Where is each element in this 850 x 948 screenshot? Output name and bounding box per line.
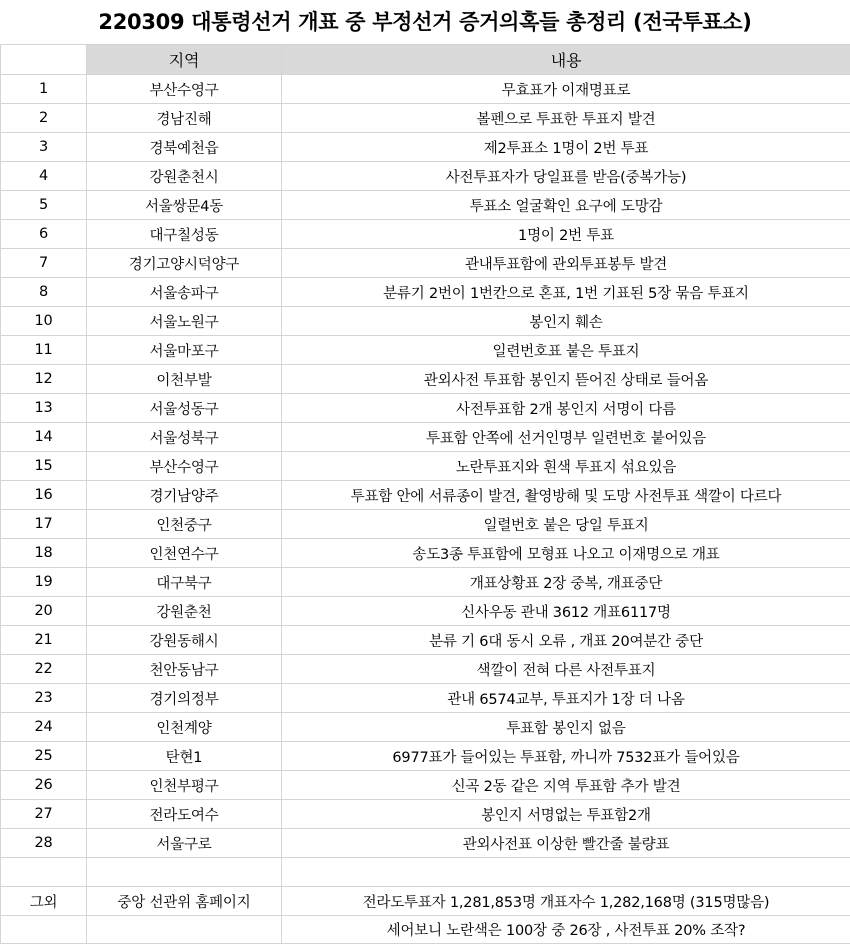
table-row — [1, 742, 850, 771]
table-row — [1, 133, 850, 162]
extra-row — [1, 887, 850, 916]
row-content: 1명이 2번 투표 — [282, 220, 850, 249]
row-region: 부산수영구 — [87, 452, 282, 481]
row-region: 경기고양시덕양구 — [87, 249, 282, 278]
table-row — [1, 220, 850, 249]
row-content: 관외사전표 이상한 빨간줄 불량표 — [282, 829, 850, 858]
row-content: 제2투표소 1명이 2번 투표 — [282, 133, 850, 162]
row-region: 인천연수구 — [87, 539, 282, 568]
row-number: 22 — [1, 655, 87, 684]
table-row — [1, 104, 850, 133]
row-number: 14 — [1, 423, 87, 452]
row-region: 서울송파구 — [87, 278, 282, 307]
table-row — [1, 771, 850, 800]
row-number: 23 — [1, 684, 87, 713]
row-region: 서울노원구 — [87, 307, 282, 336]
table-row — [1, 307, 850, 336]
row-content: 분류 기 6대 동시 오류 , 개표 20여분간 중단 — [282, 626, 850, 655]
row-number: 6 — [1, 220, 87, 249]
row-content: 투표함 안쪽에 선거인명부 일련번호 붙어있음 — [282, 423, 850, 452]
table-row — [1, 394, 850, 423]
row-number: 19 — [1, 568, 87, 597]
header-blank-cell — [1, 45, 87, 75]
row-content: 사전투표함 2개 봉인지 서명이 다름 — [282, 394, 850, 423]
row-region: 강원춘천 — [87, 597, 282, 626]
row-number: 8 — [1, 278, 87, 307]
extra-line2: 세어보니 노란색은 100장 중 26장 , 사전투표 20% 조작? — [282, 916, 850, 944]
row-number: 17 — [1, 510, 87, 539]
row-number: 20 — [1, 597, 87, 626]
table-row — [1, 510, 850, 539]
spacer-cell — [87, 858, 282, 887]
table-row — [1, 481, 850, 510]
row-number: 18 — [1, 539, 87, 568]
table-row — [1, 191, 850, 220]
row-content: 분류기 2번이 1번칸으로 혼표, 1번 기표된 5장 묶음 투표지 — [282, 278, 850, 307]
row-region: 천안동남구 — [87, 655, 282, 684]
row-number: 13 — [1, 394, 87, 423]
extra-label: 그외 — [1, 887, 87, 916]
table-row — [1, 713, 850, 742]
row-region: 이천부발 — [87, 365, 282, 394]
table-row — [1, 452, 850, 481]
row-region: 경기남양주 — [87, 481, 282, 510]
row-region: 강원춘천시 — [87, 162, 282, 191]
row-region: 대구북구 — [87, 568, 282, 597]
extra-region: 중앙 선관위 홈페이지 — [87, 887, 282, 916]
row-content: 봉인지 서명없는 투표함2개 — [282, 800, 850, 829]
table-row — [1, 162, 850, 191]
row-number: 21 — [1, 626, 87, 655]
spacer-row — [1, 858, 850, 887]
table-row — [1, 249, 850, 278]
row-region: 서울마포구 — [87, 336, 282, 365]
table-row — [1, 423, 850, 452]
table-row — [1, 365, 850, 394]
row-number: 5 — [1, 191, 87, 220]
extra-row-2 — [1, 916, 850, 944]
row-content: 관내 6574교부, 투표지가 1장 더 나옴 — [282, 684, 850, 713]
table-row — [1, 684, 850, 713]
spacer-cell — [282, 858, 850, 887]
page-title: 220309 대통령선거 개표 중 부정선거 증거의혹들 총정리 (전국투표소) — [98, 10, 752, 34]
row-region: 서울쌍문4동 — [87, 191, 282, 220]
table-row — [1, 278, 850, 307]
row-region: 전라도여수 — [87, 800, 282, 829]
row-content: 개표상황표 2장 중복, 개표중단 — [282, 568, 850, 597]
row-content: 관외사전 투표함 봉인지 뜯어진 상태로 들어옴 — [282, 365, 850, 394]
row-region: 서울성동구 — [87, 394, 282, 423]
row-content: 투표함 안에 서류종이 발견, 촬영방해 및 도망 사전투표 색깔이 다르다 — [282, 481, 850, 510]
row-number: 1 — [1, 75, 87, 104]
table-row — [1, 75, 850, 104]
table-row — [1, 626, 850, 655]
table-row — [1, 655, 850, 684]
row-content: 봉인지 훼손 — [282, 307, 850, 336]
row-number: 28 — [1, 829, 87, 858]
row-number: 24 — [1, 713, 87, 742]
spacer-cell — [1, 858, 87, 887]
table-row — [1, 800, 850, 829]
table-row — [1, 336, 850, 365]
header-content: 내용 — [282, 45, 850, 75]
extra2-blank — [87, 916, 282, 944]
row-content: 투표함 봉인지 없음 — [282, 713, 850, 742]
row-number: 7 — [1, 249, 87, 278]
row-content: 신곡 2동 같은 지역 투표함 추가 발견 — [282, 771, 850, 800]
row-region: 경남진해 — [87, 104, 282, 133]
extra-line1: 전라도투표자 1,281,853명 개표자수 1,282,168명 (315명많음) — [282, 887, 850, 916]
evidence-table — [0, 44, 850, 944]
row-content: 신사우동 관내 3612 개표6117명 — [282, 597, 850, 626]
row-number: 15 — [1, 452, 87, 481]
row-content: 일련번호표 붙은 투표지 — [282, 336, 850, 365]
row-region: 인천중구 — [87, 510, 282, 539]
row-region: 경기의정부 — [87, 684, 282, 713]
table-row — [1, 539, 850, 568]
row-region: 부산수영구 — [87, 75, 282, 104]
table-row — [1, 568, 850, 597]
row-content: 투표소 얼굴확인 요구에 도망감 — [282, 191, 850, 220]
row-number: 3 — [1, 133, 87, 162]
row-region: 강원동해시 — [87, 626, 282, 655]
row-content: 관내투표함에 관외투표봉투 발견 — [282, 249, 850, 278]
row-number: 25 — [1, 742, 87, 771]
table-row — [1, 597, 850, 626]
row-region: 서울성북구 — [87, 423, 282, 452]
row-number: 26 — [1, 771, 87, 800]
header-region: 지역 — [87, 45, 282, 75]
row-region: 인천계양 — [87, 713, 282, 742]
row-region: 대구칠성동 — [87, 220, 282, 249]
row-content: 색깔이 전혀 다른 사전투표지 — [282, 655, 850, 684]
row-content: 노란투표지와 흰색 투표지 섞요있음 — [282, 452, 850, 481]
row-content: 일렬번호 붙은 당일 투표지 — [282, 510, 850, 539]
row-region: 인천부평구 — [87, 771, 282, 800]
row-content: 볼펜으로 투표한 투표지 발견 — [282, 104, 850, 133]
row-number: 11 — [1, 336, 87, 365]
row-number: 16 — [1, 481, 87, 510]
row-number: 27 — [1, 800, 87, 829]
row-number: 4 — [1, 162, 87, 191]
row-content: 송도3종 투표함에 모형표 나오고 이재명으로 개표 — [282, 539, 850, 568]
extra2-blank — [1, 916, 87, 944]
header-row — [1, 45, 850, 75]
table-row — [1, 829, 850, 858]
row-region: 경북예천읍 — [87, 133, 282, 162]
row-content: 6977표가 들어있는 투표함, 까니까 7532표가 들어있음 — [282, 742, 850, 771]
row-region: 서울구로 — [87, 829, 282, 858]
row-number: 2 — [1, 104, 87, 133]
row-number: 12 — [1, 365, 87, 394]
row-content: 사전투표자가 당일표를 받음(중복가능) — [282, 162, 850, 191]
row-content: 무효표가 이재명표로 — [282, 75, 850, 104]
row-number: 10 — [1, 307, 87, 336]
row-region: 탄현1 — [87, 742, 282, 771]
